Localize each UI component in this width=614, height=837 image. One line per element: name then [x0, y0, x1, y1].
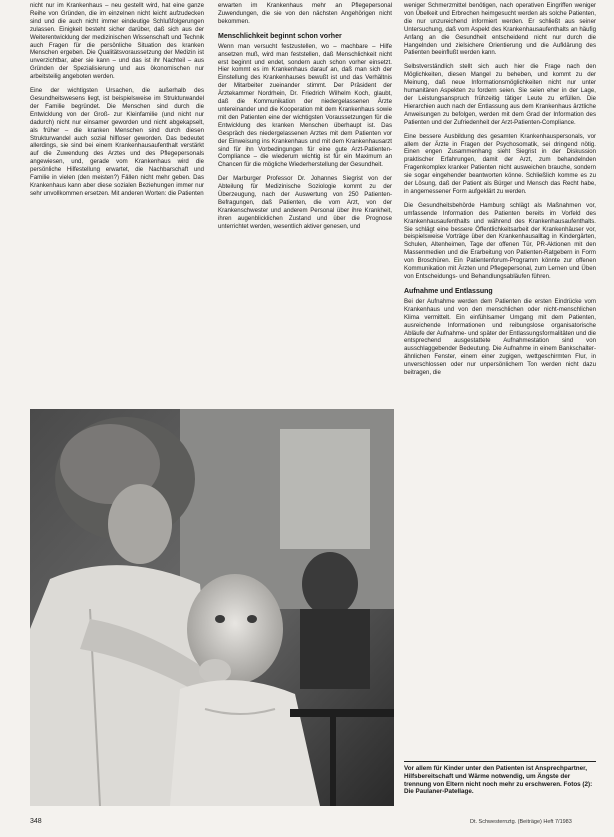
- paragraph: nicht nur im Krankenhaus – neu gestellt wird, hat eine ganze Reihe von Gründen, die im einzelnen nicht leicht aufzudecken sind und die auch nicht immer eindeutige Schlußfolgerungen zulassen. Einigkeit besteht sicher darüber, daß sich aus der Weiterentwicklung der medizinischen Wissenschaft und Technik auch Fragen für die persönliche Situation des kranken Menschen ergeben. Die Qualitätsvoraussetzung der Medizin ist unverzichtbar, aber sie kann – und das ist ihr Nachteil – aus Gründen der Spezialisierung und aus ökonomischen nur arbeitsteilig angeboten werden.: [30, 2, 204, 81]
- paragraph: Eine der wichtigsten Ursachen, die außerhalb des Gesundheitswesens liegt, ist beispielsweise im Strukturwandel der Familie begründet. Die Menschen sind durch die Entwicklung von der Groß- zur Kleinfamilie (und nicht nur dadurch) nicht nur einsamer geworden und nicht abgekapselt, als früher – die kranken Menschen sind durch diesen Strukturwandel auch sozial hilfloser geworden. Das bedeutet allerdings, sie sind bei einem Krankenhausaufenthalt verstärkt auf die Zuwendung des Arztes und des Pflegepersonals angewiesen, und, gerade vom Krankenhaus wird die persönliche Hilfestellung erwartet, die Nachbarschaft und Familie in vielen (den meisten?) Fällen nicht mehr geben. Das Krankenhaus kann aber diese sozialen Beziehungen immer nur sehr unvollkommen ersetzen. Mit anderen Worten: die Patienten: [30, 87, 204, 197]
- section-heading: Aufnahme und Entlassung: [404, 287, 493, 295]
- paragraph: Die Gesundheitsbehörde Hamburg schlägt als Maßnahmen vor, umfassende Information des Patienten bereits im Vorfeld des Krankenhausaufenthalts und während des Krankenhausaufenthalts. Sie schlägt eine bessere Öffentlichkeitsarbeit der Krankenhäuser vor, beispielsweise Vorträge über den Krankenhausalltag in Kindergärten, Schulen, Altenheimen, Tage der offenen Tür, PR-Aktionen mit den Massenmedien und die Erarbeitung von Patienten-Ratgebern in Form von Broschüren. Ein Patientenforum-Programm könnte zur offenen Kommunikation mit Ärzten und Pflegepersonal, zum Lernen und Üben von Entscheidungs- und Behandlungsabläufen führen.: [404, 201, 596, 280]
- paragraph: Wenn man versucht festzustellen, wo – machbare – Hilfe ansetzen muß, wird man feststellen, daß Menschlichkeit nicht erst beginnt und endet, sondern auch schon vorher einsetzt. Hier kommt es im Krankenhaus darauf an, daß man sich der Einstellung des Krankenhauses bewußt ist und das Verhältnis der Mitarbeiter zueinander stimmt. Der Präsident der Ärztekammer Nordrhein, Dr. Friedrich Wilhelm Koch, glaubt, daß die Kommunikation der niedergelassenen Ärzte untereinander und die Kooperation mit dem Krankenhaus sowie mit den Patienten eine der wichtigsten Voraussetzungen für die Entwicklung des kranken Menschen überhaupt ist. Das Gespräch des niedergelassenen Arztes mit dem Patienten vor der Einweisung ins Krankenhaus und mit dem Krankenhausarzt sind für ihn Vorbedingungen für eine gute Arzt-Patienten-Compliance – die wiederum wichtig ist für ein Maximum an Chancen für die mögliche Wiederherstellung der Gesundheit.: [218, 42, 392, 169]
- text-column-3: [404, 2, 596, 383]
- text-column-2: [218, 2, 392, 237]
- paragraph: weniger Schmerzmittel benötigen, nach operativen Eingriffen weniger von Übelkeit und Erbrechen heimgesucht werden als solche Patienten, die nur unzureichend informiert werden. Er schließt aus seiner Untersuchung, daß vom Aspekt des Krankenhausaufenthalts an häufig Anfang an die Gesundheit entscheidend nicht nur durch die Hangelnden und zielsichere Orientierung und die Aufklärung des Patienten beeinflußt werden kann.: [404, 2, 596, 57]
- paragraph: Bei der Aufnahme werden dem Patienten die ersten Eindrücke vom Krankenhaus und von den menschlichen oder nicht-menschlichen Klima vermittelt. Ein einfühlsamer Umgang mit dem Patienten, ausreichende Informationen und reibungslose organisatorische Abläufe der Aufnahme- und später der Entlassungsformalitäten und die entsprechend ausgestattete Aufnahmestation sind von ausschlaggebender Bedeutung. Die Aufnahme in einem Bankschalter-ähnlichen Fenster, einem einer zugigen, wettgeschirmten Flur, in unverschlossen oder nur unpersönlichem Ton werden nicht dazu beitragen, die: [404, 297, 596, 377]
- paragraph: Der Marburger Professor Dr. Johannes Siegrist von der Abteilung für Medizinische Soziologie kommt zu der Überzeugung, nach der Auswertung von 250 Patienten-Befragungen, daß Patienten, die vom Arzt, von der Krankenschwester und anderem Personal über ihre Krankheit, ihren augenblicklichen Zustand und über die Prognose unterrichtet werden, wesentlich aktiver genesen, und: [218, 175, 392, 230]
- text-column-1: [30, 2, 204, 204]
- photo-illustration: [30, 409, 394, 806]
- section-heading: Menschlichkeit beginnt schon vorher: [218, 32, 342, 40]
- footer-source: Dt. Schwesternztg. (Beiträge) Heft 7/1983: [470, 819, 572, 825]
- paragraph: Eine bessere Ausbildung des gesamten Krankenhauspersonals, vor allem der Ärzte in Fragen der Psychosomatik, sei dringend nötig. Einen engen Zusammenhang sieht Siegrist in der Diskussion praktischer Erfahrungen, damit der Arzt, zum behandelnden Fragenkomplex kranker Patienten nicht ausweichen brauche, sondern sie sogar eingehender beantworten könne. Schließlich komme es zu der Lösung, daß der Patient als Bürger und Mensch das Recht habe, in angemessener Form aufgeklärt zu werden.: [404, 132, 596, 195]
- paragraph: erwarten im Krankenhaus mehr an Pflegepersonal Zuwendungen, die sie von den nächsten Angehörigen nicht bekommen.: [218, 2, 392, 25]
- photo-child-nurse-image: [30, 409, 394, 806]
- paragraph: Selbstverständlich stellt sich auch hier die Frage nach den Möglichkeiten, diesen Mangel zu beheben, und kommt zu der Meinung, daß neue Informationsmöglichkeiten nicht nur unter humanitären Aspekten zu fordern seien. Sie seien eher in der Lage, der Leistungsanspruch frühzeitig tätiger Leute zu erfüllen. Die Hierarchien auch nach der Entlassung aus dem Krankenhaus ärztliche Anweisungen zu befolgen, werden mit dem Grad der Information des Patienten und der Zufriedenheit der Arzt-Patienten-Compliance.: [404, 63, 596, 126]
- photo-caption: [404, 761, 596, 815]
- page-number: 348: [30, 818, 42, 825]
- caption-text: Vor allem für Kinder unter den Patienten ist Ansprechpartner, Hilfsbereitschaft und Wärme notwendig, um Ängste der trennung von Eltern nicht noch mehr zu erschweren. Fotos (2): Die Paulaner-Patellage.: [404, 765, 593, 796]
